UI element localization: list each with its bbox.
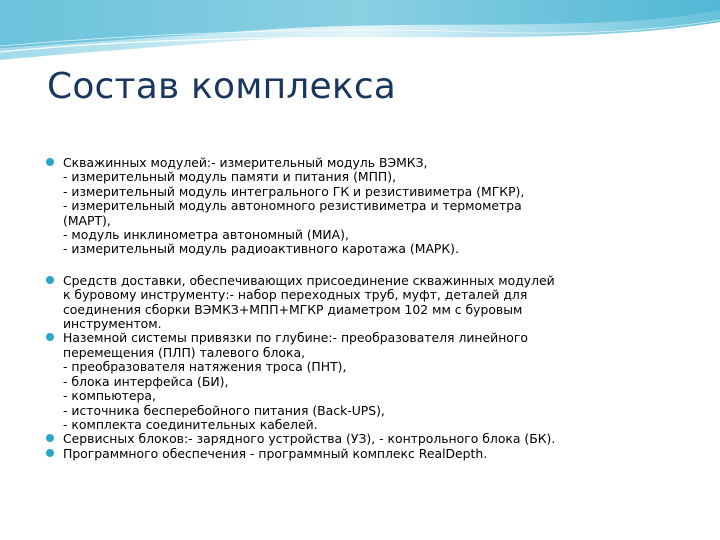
bullet-dot-icon: [46, 158, 54, 166]
bullet-line: инструментом.: [63, 316, 162, 332]
bullet-list: [46, 156, 696, 461]
bullet-line: - измерительный модуль интегрального ГК и резистивиметра (МГКР),: [63, 183, 525, 199]
bullet-item-software: [46, 447, 696, 461]
bullet-line: - измерительный модуль памяти и питания (МПП),: [63, 169, 397, 185]
bullet-dot-icon: [46, 449, 54, 457]
bullet-line: - компьютера,: [63, 388, 156, 404]
slide-title: Состав комплекса: [47, 66, 397, 107]
bullet-line: Программного обеспечения - программный комплекс RealDepth.: [63, 445, 488, 461]
bullet-item-delivery-means: [46, 274, 696, 332]
bullet-line: - блока интерфейса (БИ),: [63, 373, 229, 389]
bullet-line: перемещения (ПЛП) талевого блока,: [63, 344, 306, 360]
bullet-line: Средств доставки, обеспечивающих присоединение скважинных модулей: [63, 272, 555, 288]
bullet-item-service-units: [46, 432, 696, 446]
bullet-line: - преобразователя натяжения троса (ПНТ),: [63, 359, 347, 375]
bullet-line: Наземной системы привязки по глубине:- преобразователя линейного: [63, 330, 528, 346]
bullet-line: - модуль инклинометра автономный (МИА),: [63, 227, 349, 243]
header-wave-decoration: [0, 0, 720, 60]
bullet-dot-icon: [46, 333, 54, 341]
bullet-dot-icon: [46, 434, 54, 442]
bullet-item-surface-system: [46, 331, 696, 432]
bullet-line: - измерительный модуль автономного резистивиметра и термометра: [63, 198, 522, 214]
bullet-line: соединения сборки ВЭМКЗ+МПП+МГКР диаметром 102 мм с буровым: [63, 301, 523, 317]
bullet-line: Скважинных модулей:- измерительный модуль ВЭМКЗ,: [63, 155, 428, 170]
bullet-item-downhole-modules: [46, 156, 696, 257]
bullet-line: - комплекта соединительных кабелей.: [63, 416, 318, 432]
bullet-line: - источника бесперебойного питания (Back-UPS),: [63, 402, 385, 418]
bullet-line: - измерительный модуль радиоактивного каротажа (МАРК).: [63, 241, 459, 257]
bullet-line: (МАРТ),: [63, 212, 111, 228]
bullet-dot-icon: [46, 276, 54, 284]
bullet-line: Сервисных блоков:- зарядного устройства (УЗ), - контрольного блока (БК).: [63, 431, 556, 447]
bullet-line: к буровому инструменту:- набор переходных труб, муфт, деталей для: [63, 287, 528, 303]
